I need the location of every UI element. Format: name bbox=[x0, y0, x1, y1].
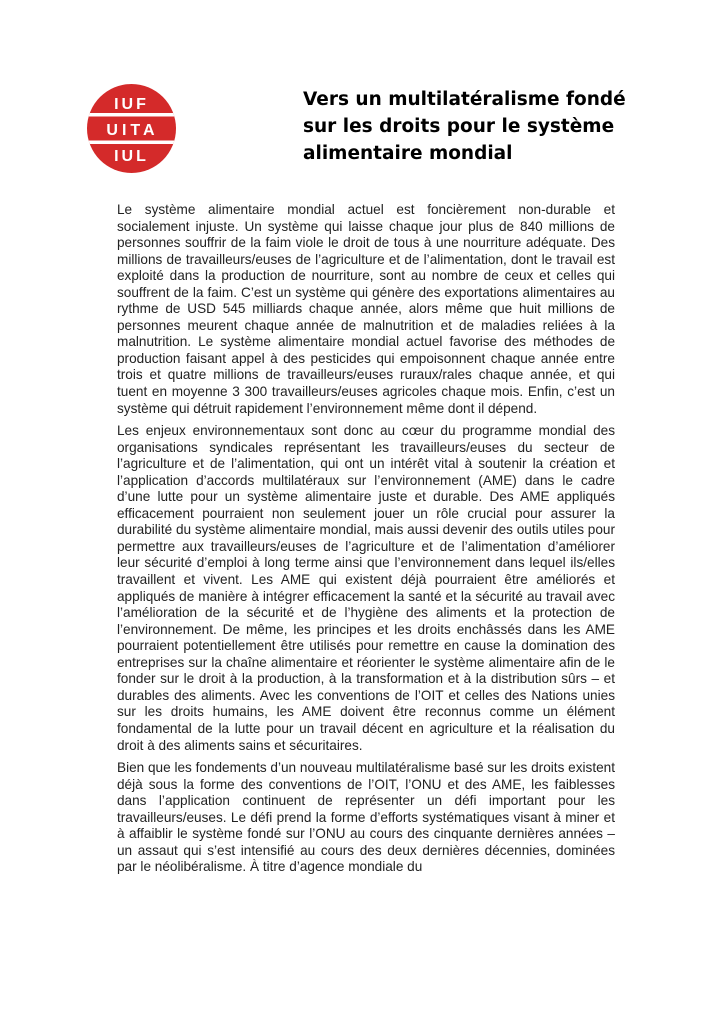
body-text bbox=[117, 202, 615, 882]
paragraph: Le système alimentaire mondial actuel est foncièrement non-durable et socialement injuste. Un système qui laisse chaque jour plus de 840 millions de personnes souffrir de la faim viole le droit de tous à une nourriture adéquate. Des millions de travailleurs/euses de l’agriculture et de l’alimentation, dont le travail est exploité dans la production de nourriture, sont au nombre de ceux et celles qui souffrent de la faim. C’est un système qui génère des exportations alimentaires au rythme de USD 545 milliards chaque année, alors même que huit millions de personnes meurent chaque année de malnutrition et de maladies reliées à la malnutrition. Le système alimentaire mondial actuel favorise des méthodes de production faisant appel à des pesticides qui empoisonnent chaque année entre trois et quatre millions de travailleurs/euses ruraux/rales chaque année, et qui tuent en moyenne 3 300 travailleurs/euses agricoles chaque mois. Enfin, c’est un système qui détruit rapidement l’environnement même dont il dépend. bbox=[117, 202, 615, 416]
logo-text-iuf: IUF bbox=[114, 96, 149, 113]
document-title bbox=[303, 86, 643, 167]
logo-text-uita: UITA bbox=[106, 122, 159, 139]
paragraph: Les enjeux environnementaux sont donc au cœur du programme mondial des organisations syndicales représentant les travailleurs/euses du secteur de l’agriculture et de l’alimentation, qui ont un intérêt vital à soutenir la création et l’application d’accords multilatéraux sur l’environnement (AME) dans le cadre d’une lutte pour un système alimentaire juste et durable. Des AME appliqués efficacement pourraient non seulement jouer un rôle crucial pour assurer la durabilité du système alimentaire mondial, mais aussi devenir des outils utiles pour permettre aux travailleurs/euses de l’agriculture et de l’alimentation d’améliorer leur sécurité d’emploi à long terme ainsi que l’environnement dans lequel ils/elles travaillent et vivent. Les AME qui existent déjà pourraient être améliorés et appliqués de manière à intégrer efficacement la santé et la sécurité au travail avec l’amélioration de la sécurité et de l’hygiène des aliments et la protection de l’environnement. De même, les principes et les droits enchâssés dans les AME pourraient potentiellement être utilisés pour remettre en cause la domination des entreprises sur la chaîne alimentaire et réorienter le système alimentaire afin de le fonder sur le droit à la production, à la transformation et à la distribution sûrs – et durables des aliments. Avec les conventions de l’OIT et celles des Nations unies sur les droits humains, les AME doivent être reconnus comme un élément fondamental de la lutte pour un travail décent en agriculture et la réalisation du droit à des aliments sains et sécuritaires. bbox=[117, 423, 615, 753]
title-line-3: alimentaire mondial bbox=[303, 143, 513, 164]
logo-text-iul: IUL bbox=[114, 148, 149, 165]
title-line-2: sur les droits pour le système bbox=[303, 116, 615, 137]
iuf-logo bbox=[86, 83, 177, 174]
paragraph: Bien que les fondements d’un nouveau multilatéralisme basé sur les droits existent déjà sous la forme des conventions de l’OIT, l’ONU et des AME, les faiblesses dans l’application continuent de représenter un défi important pour les travailleurs/euses. Le défi prend la forme d’efforts systématiques visant à miner et à affaiblir le système fondé sur l’ONU au cours des cinquante dernières années – un assaut qui s’est intensifié au cours des deux dernières décennies, dominées par le néolibéralisme. À titre d’agence mondiale du bbox=[117, 760, 615, 875]
title-line-1: Vers un multilatéralisme fondé bbox=[303, 89, 626, 110]
